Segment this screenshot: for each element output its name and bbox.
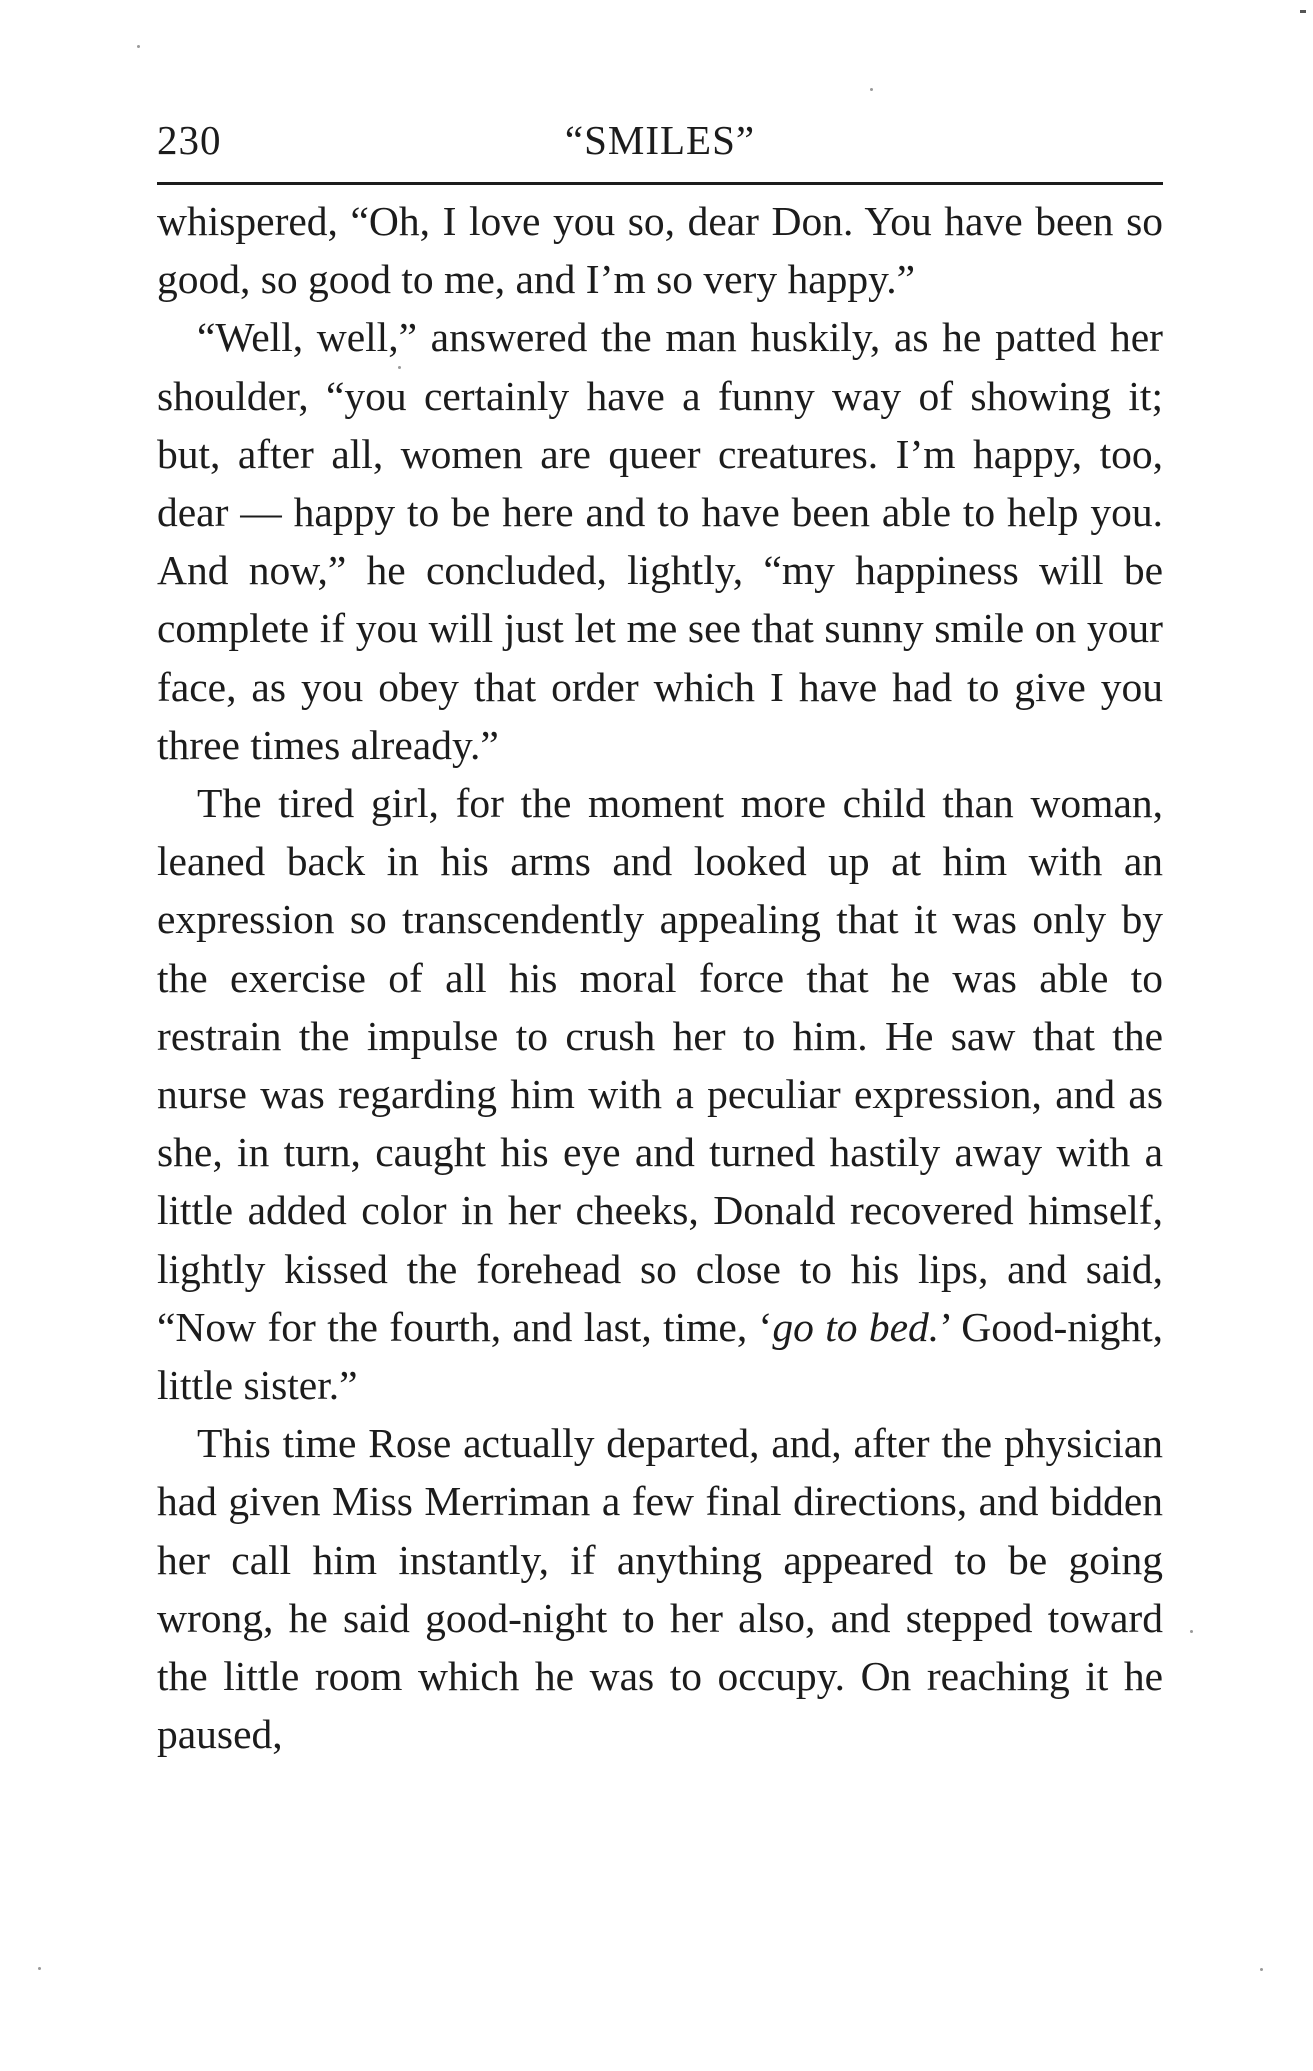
paper-speck bbox=[870, 88, 873, 91]
paper-speck bbox=[1260, 1968, 1263, 1971]
paragraph-3 bbox=[157, 774, 1163, 1414]
paragraph-3-text-a: The tired girl, for the moment more child than woman, leaned back in his arms and looked up at him with an expression so transcendently appealing that it was only by the exercise of all his moral force that he was able to restrain the impulse to crush her to him. He saw that the nurse was regarding him with a peculiar expression, and as she, in turn, caught his eye and turned hastily away with a little added color in her cheeks, Donald recovered himself, lightly kissed the forehead so close to his lips, and said, “Now for the fourth, and last, time, ‘ bbox=[157, 780, 1163, 1350]
running-title: “SMILES” bbox=[564, 117, 756, 163]
paragraph-4: This time Rose actually departed, and, after the physician had given Miss Merriman a few final directions, and bidden her call him instantly, if anything appeared to be going wrong, he said good-night to her also, and stepped toward the little room which he was to occupy. On reaching it he paused, bbox=[157, 1420, 1163, 1758]
paper-speck bbox=[38, 1967, 41, 1970]
header-rule bbox=[157, 182, 1163, 185]
paragraph-2: “Well, well,” answered the man huskily, as he patted her shoulder, “you certainly have a funny way of showing it; but, after all, women are queer creatures. I’m happy, too, dear — happy to be here and to have been able to help you. And now,” he concluded, lightly, “my happiness will be complete if you will just let me see that sunny smile on your face, as you obey that order which I have had to give you three times already.” bbox=[157, 314, 1163, 768]
paragraph-1: whispered, “Oh, I love you so, dear Don. You have been so good, so good to me, and I’m so very happy.” bbox=[157, 198, 1163, 303]
paper-speck bbox=[1190, 1630, 1193, 1633]
paragraph-3-italic: go to bed. bbox=[772, 1303, 940, 1350]
running-head bbox=[157, 108, 1163, 170]
paper-speck bbox=[398, 366, 401, 369]
page-number: 230 bbox=[157, 117, 222, 163]
scan-edge-mark bbox=[1300, 10, 1306, 13]
paragraph-3-text-b: ’ Good-night, little sister.” bbox=[157, 1303, 1164, 1409]
body-text bbox=[157, 192, 1163, 1763]
paper-speck bbox=[137, 45, 140, 48]
